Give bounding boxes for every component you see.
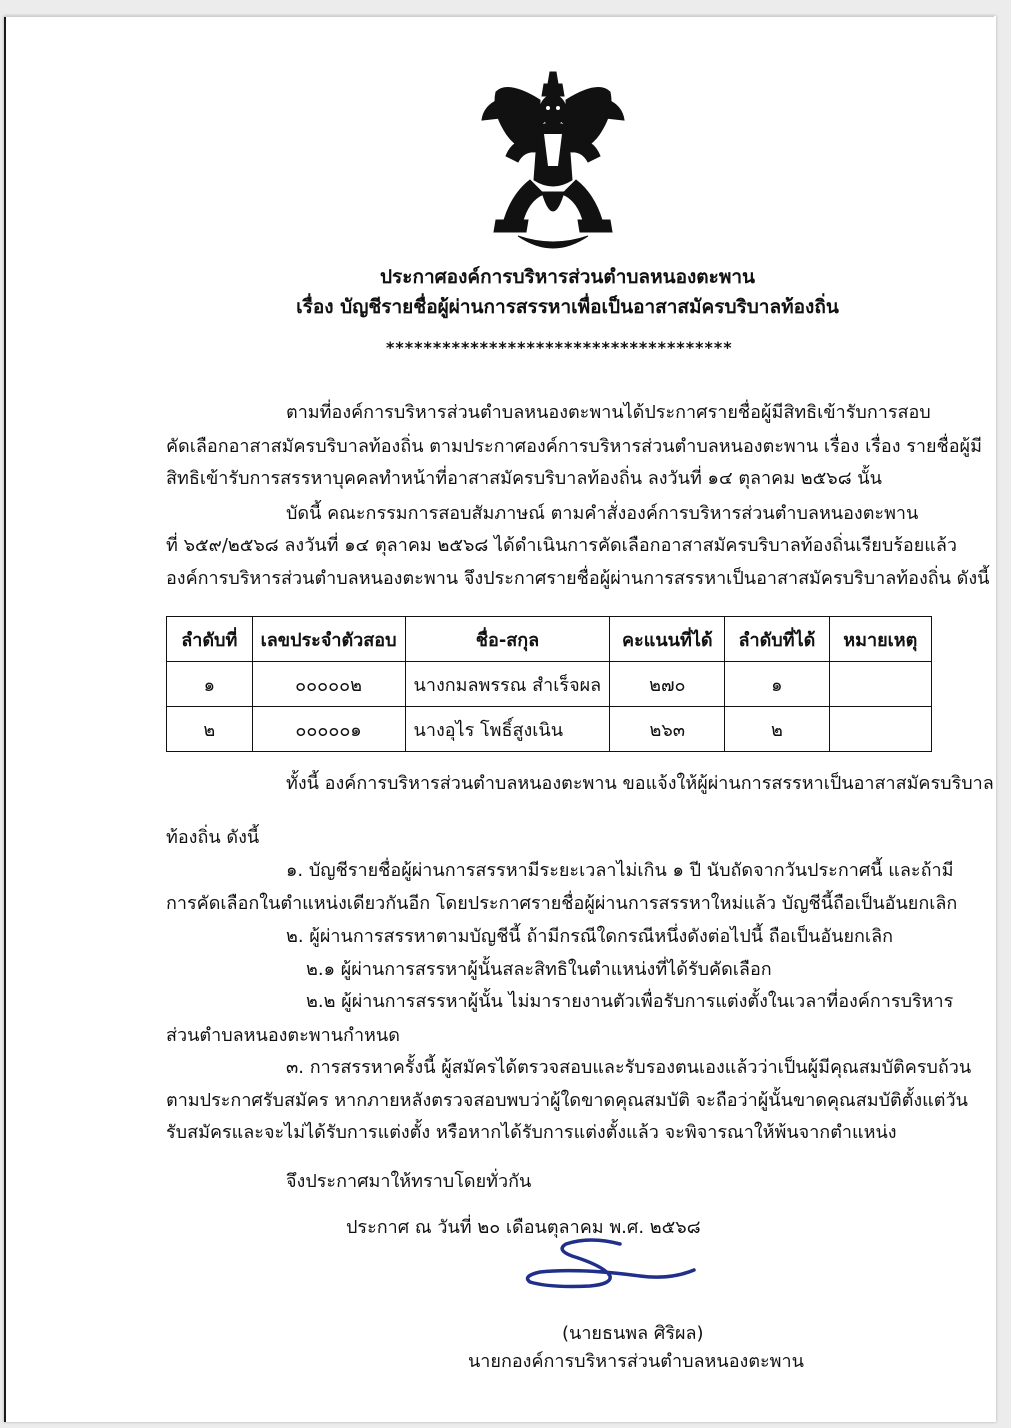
cell-remark: [829, 707, 931, 752]
cell-name: นางอุไร โพธิ์สูงเนิน: [405, 707, 610, 752]
garuda-emblem-icon: [478, 70, 628, 260]
item-2-1-line: ๒.๑ ผู้ผ่านการสรรหาผู้นั้นสละสิทธิในตำแหน่งที่ได้รับคัดเลือก: [306, 959, 772, 980]
item-3-line: ๓. การสรรหาครั้งนี้ ผู้สมัครได้ตรวจสอบและรับรองตนเองแล้วว่าเป็นผู้มีคุณสมบัติครบถ้วน: [286, 1057, 972, 1078]
announcement-subject: เรื่อง บัญชีรายชื่อผู้ผ่านการสรรหาเพื่อเป็นอาสาสมัครบริบาลท้องถิ่น: [296, 296, 839, 318]
signer-name: (นายธนพล ศิริผล): [562, 1323, 704, 1344]
results-table: [166, 616, 932, 752]
cell-score: ๒๖๓: [610, 707, 725, 752]
item-3-line: รับสมัครและจะไม่ได้รับการแต่งตั้ง หรือหากได้รับการแต่งตั้งแล้ว จะพิจารณาให้พ้นจากตำแหน่ง: [166, 1122, 897, 1143]
col-header-order: ลำดับที่: [167, 617, 253, 662]
announcement-title: ประกาศองค์การบริหารส่วนตำบลหนองตะพาน: [379, 266, 756, 288]
separator-line: *************************************: [386, 338, 733, 357]
paragraph-1-line: ตามที่องค์การบริหารส่วนตำบลหนองตะพานได้ประกาศรายชื่อผู้มีสิทธิเข้ารับการสอบ: [286, 402, 931, 423]
col-header-remark: หมายเหตุ: [829, 617, 931, 662]
cell-exam-id: ๐๐๐๐๐๒: [252, 662, 405, 707]
paragraph-1-line: คัดเลือกอาสาสมัครบริบาลท้องถิ่น ตามประกาศองค์การบริหารส่วนตำบลหนองตะพาน เรื่อง เรื่อง รายชื่อผู้มี: [166, 436, 982, 457]
signature-icon: [520, 1230, 700, 1310]
paragraph-3-line: ท้องถิ่น ดังนี้: [166, 827, 260, 848]
table-row: [167, 707, 932, 752]
cell-rank: ๒: [725, 707, 829, 752]
item-2-2-line: ส่วนตำบลหนองตะพานกำหนด: [166, 1025, 400, 1046]
item-1-line: ๑. บัญชีรายชื่อผู้ผ่านการสรรหามีระยะเวลาไม่เกิน ๑ ปี นับถัดจากวันประกาศนี้ และถ้ามี: [286, 860, 954, 881]
signer-position: นายกองค์การบริหารส่วนตำบลหนองตะพาน: [468, 1351, 804, 1372]
cell-remark: [829, 662, 931, 707]
paragraph-2-line: องค์การบริหารส่วนตำบลหนองตะพาน จึงประกาศรายชื่อผู้ผ่านการสรรหาเป็นอาสาสมัครบริบาลท้องถิ่น ดังนี้: [166, 568, 990, 589]
item-3-line: ตามประกาศรับสมัคร หากภายหลังตรวจสอบพบว่าผู้ใดขาดคุณสมบัติ จะถือว่าผู้นั้นขาดคุณสมบัติตั้งแต่วัน: [166, 1090, 968, 1111]
cell-order: ๑: [167, 662, 253, 707]
paragraph-2-line: บัดนี้ คณะกรรมการสอบสัมภาษณ์ ตามคำสั่งองค์การบริหารส่วนตำบลหนองตะพาน: [286, 503, 919, 524]
page-border: [4, 16, 6, 1422]
table-row: [167, 662, 932, 707]
paragraph-1-line: สิทธิเข้ารับการสรรหาบุคคลทำหน้าที่อาสาสมัครบริบาลท้องถิ่น ลงวันที่ ๑๔ ตุลาคม ๒๕๖๘ นั้น: [166, 468, 882, 489]
cell-score: ๒๗๐: [610, 662, 725, 707]
closing-line: จึงประกาศมาให้ทราบโดยทั่วกัน: [286, 1171, 532, 1192]
col-header-rank: ลำดับที่ได้: [725, 617, 829, 662]
cell-order: ๒: [167, 707, 253, 752]
col-header-name: ชื่อ-สกุล: [405, 617, 610, 662]
page-border-top: [4, 16, 994, 17]
item-2-2-line: ๒.๒ ผู้ผ่านการสรรหาผู้นั้น ไม่มารายงานตัวเพื่อรับการแต่งตั้งในเวลาที่องค์การบริหาร: [306, 991, 954, 1012]
col-header-exam-id: เลขประจำตัวสอบ: [252, 617, 405, 662]
table-header-row: [167, 617, 932, 662]
cell-exam-id: ๐๐๐๐๐๑: [252, 707, 405, 752]
item-2-line: ๒. ผู้ผ่านการสรรหาตามบัญชีนี้ ถ้ามีกรณีใดกรณีหนึ่งดังต่อไปนี้ ถือเป็นอันยกเลิก: [286, 926, 894, 947]
item-1-line: การคัดเลือกในตำแหน่งเดียวกันอีก โดยประกาศรายชื่อผู้ผ่านการสรรหาใหม่แล้ว บัญชีนี้ถือเป็นอันยกเลิก: [166, 893, 958, 914]
paragraph-3-line: ทั้งนี้ องค์การบริหารส่วนตำบลหนองตะพาน ขอแจ้งให้ผู้ผ่านการสรรหาเป็นอาสาสมัครบริบาล: [286, 773, 994, 794]
signature-stroke: [528, 1240, 694, 1287]
date-line: ประกาศ ณ วันที่ ๒๐ เดือนตุลาคม พ.ศ. ๒๕๖๘: [346, 1217, 701, 1238]
col-header-score: คะแนนที่ได้: [610, 617, 725, 662]
paragraph-2-line: ที่ ๖๕๙/๒๕๖๘ ลงวันที่ ๑๔ ตุลาคม ๒๕๖๘ ได้ดำเนินการคัดเลือกอาสาสมัครบริบาลท้องถิ่นเรียบร้อยแล้ว: [166, 535, 958, 556]
cell-rank: ๑: [725, 662, 829, 707]
cell-name: นางกมลพรรณ สำเร็จผล: [405, 662, 610, 707]
